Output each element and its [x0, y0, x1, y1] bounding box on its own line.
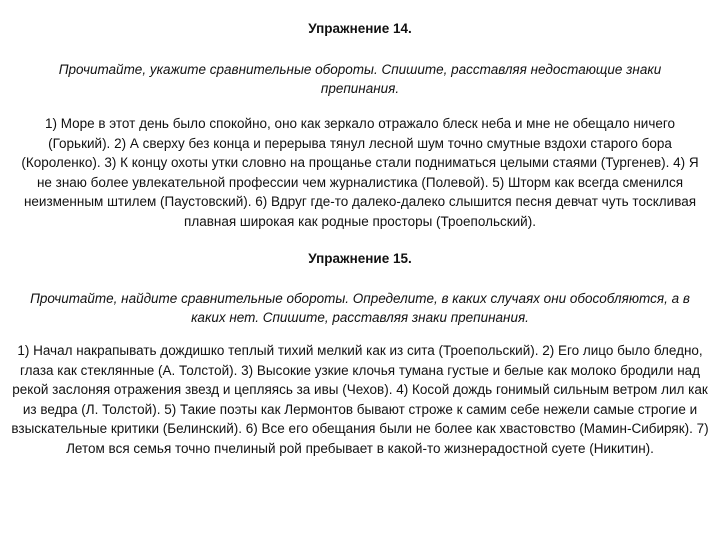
exercise-14-text: 1) Море в этот день было спокойно, оно как зеркало отражало блеск неба и мне не обещало ничего (Горький). 2) А сверху без конца и перерыва тянул лесной шум точно смутные вздохи старого бора (Короленко). 3) К концу охоты утки словно на прощанье стали подниматься целыми стаями (Тургенев). 4) Я не знаю более увлекательной профессии чем журналистика (Полевой). 5) Шторм как всегда сменился неизменным штилем (Паустовский). 6) Вдруг где-то далеко-далеко слышится песня девчат чуть тоскливая плавная широкая как родные просторы (Троепольский).: [21, 116, 699, 229]
exercise-14-heading: Упражнение 14.: [308, 21, 412, 36]
exercise-15-heading: Упражнение 15.: [308, 251, 412, 266]
exercise-15-task: Прочитайте, найдите сравнительные обороты. Определите, в каких случаях они обособляются, а в каких нет. Спишите, расставляя знаки препинания.: [30, 291, 690, 325]
exercise-14-task: Прочитайте, укажите сравнительные обороты. Спишите, расставляя недостающие знаки препинания.: [58, 62, 662, 96]
exercise-15-text: 1) Начал накрапывать дождишко теплый тихий мелкий как из сита (Троепольский). 2) Его лицо было бледно, глаза как стеклянные (А. Толстой). 3) Высокие узкие клочья тумана густые и белые как молоко бродили над рекой заслоняя отражения звезд и цепляясь за ивы (Чехов). 4) Косой дождь гонимый сильным ветром лил как из ведра (Л. Толстой). 5) Такие поэты как Лермонтов бывают строже к самим себе нежели самые строгие и взыскательные критики (Белинский). 6) Все его обещания были не более как хвастовство (Мамин-Сибиряк). 7) Летом вся семья точно пчелиный рой пребывает в какой-то жизнерадостной суете (Никитин).: [11, 343, 709, 456]
